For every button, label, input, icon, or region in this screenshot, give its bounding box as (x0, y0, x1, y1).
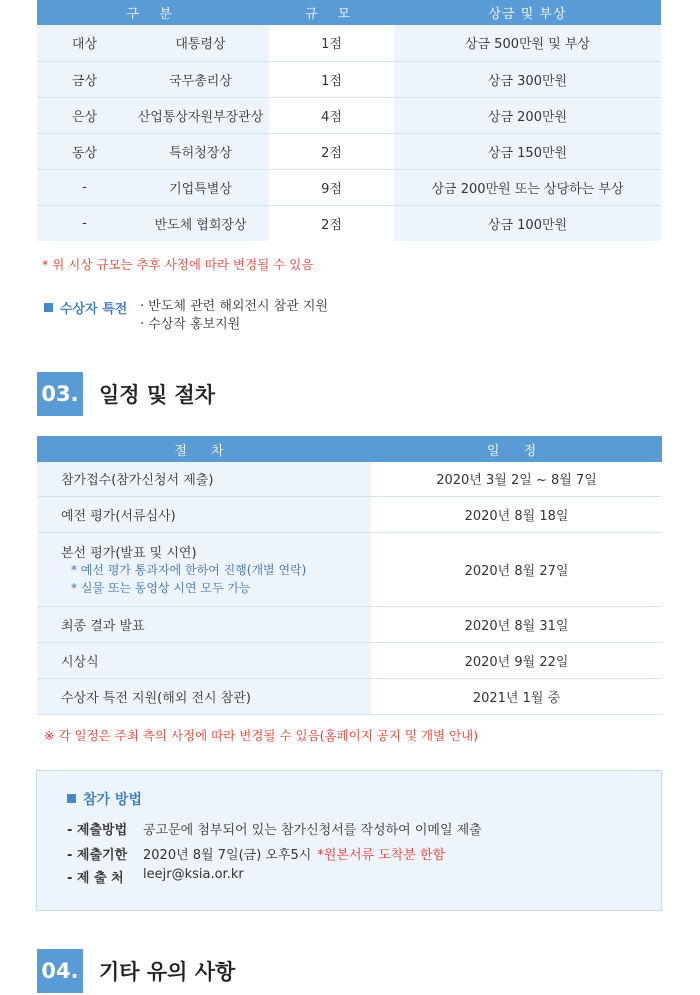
schedule-step: 최종 결과 발표 (37, 606, 371, 642)
awards-table (37, 0, 661, 241)
section-4-header (37, 949, 235, 993)
award-grade: 금상 (37, 61, 132, 97)
award-count: 4점 (269, 97, 394, 133)
schedule-date: 2020년 9월 22일 (371, 642, 662, 678)
award-name: 대통령상 (132, 25, 269, 61)
method-row (67, 819, 482, 838)
method-row (67, 867, 244, 886)
schedule-date: 2020년 3월 2일 ~ 8월 7일 (371, 462, 662, 496)
method-key: - 제출기한 (67, 848, 128, 863)
award-prize: 상금 100만원 (394, 205, 661, 241)
awards-header-row (37, 0, 661, 25)
benefit-label: 수상자 특전 (60, 302, 128, 317)
table-row (37, 678, 662, 714)
table-row (37, 133, 661, 169)
benefit-block (44, 298, 328, 334)
schedule-date: 2021년 1월 중 (371, 678, 662, 714)
schedule-step: 예전 평가(서류심사) (37, 496, 371, 532)
schedule-header-date: 일 정 (371, 436, 662, 462)
award-prize: 상금 200만원 (394, 97, 661, 133)
award-name: 국무총리상 (132, 61, 269, 97)
awards-header-prize: 상금 및 부상 (394, 0, 661, 25)
table-row (37, 205, 661, 241)
table-row (37, 61, 661, 97)
schedule-step: 수상자 특전 지원(해외 전시 참관) (37, 678, 371, 714)
schedule-subnote: * 예선 평가 통과자에 한하여 진행(개별 연락) (71, 562, 307, 577)
participation-method-box (36, 770, 662, 911)
table-row (37, 606, 662, 642)
schedule-date: 2020년 8월 18일 (371, 496, 662, 532)
table-row (37, 532, 662, 606)
schedule-subnote: * 실물 또는 동영상 시연 모두 가능 (71, 580, 251, 595)
square-bullet-icon (44, 303, 53, 312)
method-email[interactable]: leejr@ksia.or.kr (143, 867, 244, 882)
award-count: 9점 (269, 169, 394, 205)
awards-note: * 위 시상 규모는 추후 사정에 따라 변경될 수 있음 (42, 257, 314, 272)
table-row (37, 25, 661, 61)
award-grade: 동상 (37, 133, 132, 169)
award-prize: 상금 200만원 또는 상당하는 부상 (394, 169, 661, 205)
method-title: 참가 방법 (83, 792, 142, 808)
schedule-step: 참가접수(참가신청서 제출) (37, 462, 371, 496)
award-count: 2점 (269, 133, 394, 169)
method-key: - 제출방법 (67, 823, 128, 838)
award-count: 1점 (269, 61, 394, 97)
method-row (67, 844, 445, 863)
section-4-title: 기타 유의 사항 (99, 960, 236, 984)
award-grade: 대상 (37, 25, 132, 61)
method-value: 2020년 8월 7일(금) 오후5시 (143, 848, 312, 863)
schedule-step-cell (37, 532, 371, 606)
method-value: 공고문에 첨부되어 있는 참가신청서를 작성하여 이메일 제출 (143, 823, 482, 838)
table-row (37, 97, 661, 133)
award-name: 특허청장상 (132, 133, 269, 169)
award-grade: - (37, 169, 132, 205)
method-extra-note: *원본서류 도착분 한함 (317, 848, 446, 863)
section-3-header (37, 372, 215, 416)
award-prize: 상금 150만원 (394, 133, 661, 169)
method-key: - 제 출 처 (67, 871, 124, 886)
section-3-title: 일정 및 절차 (99, 383, 216, 407)
schedule-header-row (37, 436, 662, 462)
table-row (37, 462, 662, 496)
schedule-date: 2020년 8월 31일 (371, 606, 662, 642)
benefit-items (140, 298, 328, 334)
benefit-item: · 수상작 홍보지원 (140, 317, 241, 332)
award-name: 산업통상자원부장관상 (132, 97, 269, 133)
table-row (37, 169, 661, 205)
schedule-header-step: 절 차 (37, 436, 371, 462)
schedule-table (37, 436, 662, 715)
method-title-wrap (67, 789, 142, 809)
award-prize: 상금 500만원 및 부상 (394, 25, 661, 61)
awards-header-count: 규 모 (269, 0, 394, 25)
award-name: 기업특별상 (132, 169, 269, 205)
benefit-label-wrap (44, 298, 140, 334)
awards-header-category: 구 분 (37, 0, 269, 25)
schedule-date: 2020년 8월 27일 (371, 532, 662, 606)
schedule-note: ※ 각 일정은 주최 측의 사정에 따라 변경될 수 있음(홈페이지 공지 및 개별 안내) (44, 728, 479, 743)
table-row (37, 642, 662, 678)
award-grade: 은상 (37, 97, 132, 133)
award-name: 반도체 협회장상 (132, 205, 269, 241)
award-prize: 상금 300만원 (394, 61, 661, 97)
award-count: 2점 (269, 205, 394, 241)
section-3-number: 03. (37, 372, 83, 416)
square-bullet-icon (67, 794, 76, 803)
schedule-step: 시상식 (37, 642, 371, 678)
section-4-number: 04. (37, 949, 83, 993)
award-count: 1점 (269, 25, 394, 61)
schedule-step: 본선 평가(발표 및 시연) (61, 545, 197, 561)
award-grade: - (37, 205, 132, 241)
benefit-item: · 반도체 관련 해외전시 참관 지원 (140, 299, 329, 314)
table-row (37, 496, 662, 532)
